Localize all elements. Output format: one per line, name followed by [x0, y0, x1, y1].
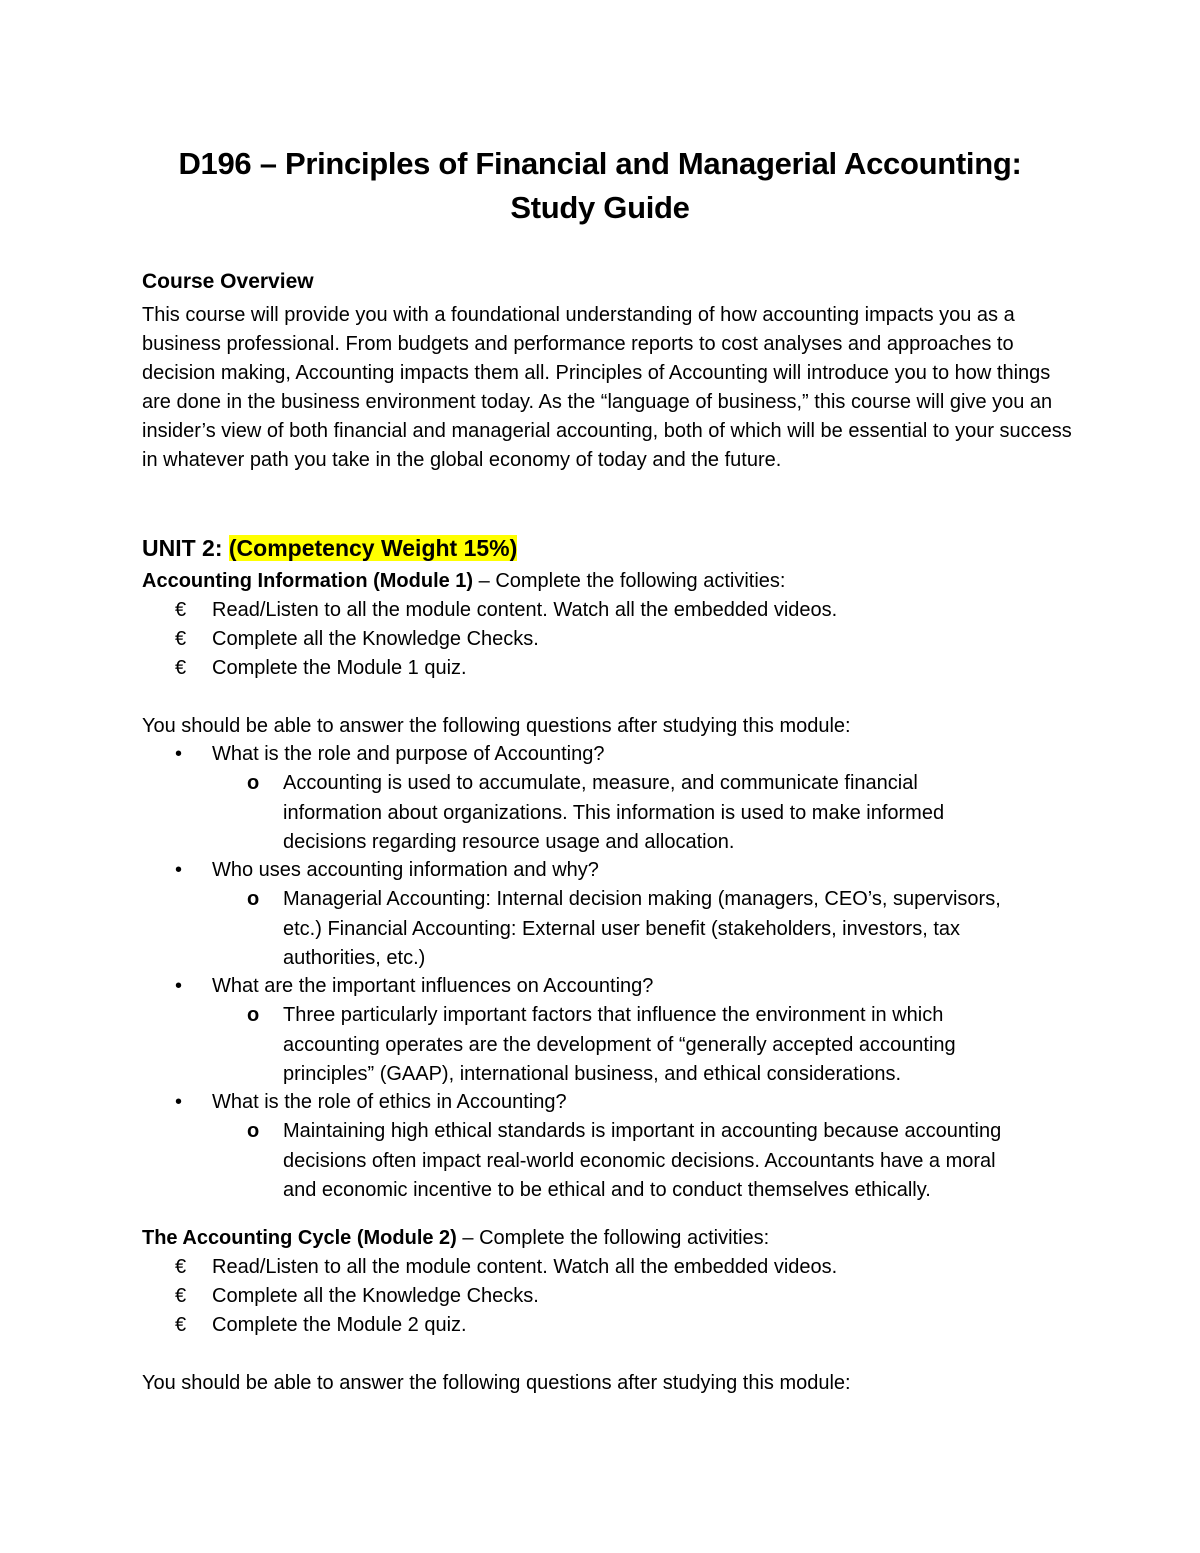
euro-bullet-icon: € — [175, 628, 187, 650]
activity-text: Complete all the Knowledge Checks. — [212, 1285, 539, 1307]
question-item — [175, 1091, 567, 1114]
activity-text: Read/Listen to all the module content. Watch all the embedded videos. — [212, 1256, 838, 1278]
course-overview-paragraph: This course will provide you with a foundational understanding of how accounting impacts you as a business professional. From budgets and performance reports to cost analyses and approaches to decision making, Accounting impacts them all. Principles of Accounting will introduce you to how things are done in the business environment today. As the “language of business,” this course will give you an insider’s view of both financial and managerial accounting, both of which will be essential to your success in whatever path you take in the global economy of today and the future. — [142, 304, 1072, 471]
module-2-name: The Accounting Cycle (Module 2) — [142, 1227, 457, 1249]
answer-item — [247, 888, 1001, 911]
circle-bullet-icon: o — [247, 888, 260, 910]
activity-text: Complete the Module 2 quiz. — [212, 1314, 467, 1336]
circle-bullet-icon: o — [247, 1120, 260, 1142]
module-2-activity — [175, 1285, 539, 1308]
answer-text: principles” (GAAP), international business, and ethical considerations. — [283, 1063, 902, 1085]
answer-text: Three particularly important factors that influence the environment in which — [283, 1004, 944, 1026]
answer-text: Maintaining high ethical standards is important in accounting because accounting — [283, 1120, 1002, 1142]
doc-title-line-1: D196 – Principles of Financial and Managerial Accounting: — [178, 146, 1022, 181]
answer-text: Managerial Accounting: Internal decision making (managers, CEO’s, supervisors, — [283, 888, 1001, 910]
question-text: Who uses accounting information and why? — [212, 859, 599, 881]
answer-text: authorities, etc.) — [283, 947, 426, 969]
answer-item — [247, 772, 918, 795]
question-item — [175, 975, 653, 998]
question-item — [175, 743, 604, 766]
module-2-activity — [175, 1256, 837, 1279]
bullet-icon: • — [175, 975, 183, 997]
euro-bullet-icon: € — [175, 1314, 187, 1336]
answer-text: accounting operates are the development of “generally accepted accounting — [283, 1034, 956, 1056]
answer-text: and economic incentive to be ethical and to conduct themselves ethically. — [283, 1179, 931, 1201]
answer-item — [247, 1120, 1001, 1143]
bullet-icon: • — [175, 1091, 183, 1113]
question-item — [175, 859, 599, 882]
answer-item — [247, 1004, 943, 1027]
module-1-activity — [175, 599, 837, 622]
answer-text: etc.) Financial Accounting: External user benefit (stakeholders, investors, tax — [283, 918, 961, 940]
euro-bullet-icon: € — [175, 1285, 187, 1307]
module-2-activity — [175, 1314, 467, 1337]
module-1-intro: – Complete the following activities: — [473, 570, 786, 592]
unit-heading — [142, 535, 517, 562]
module-1-heading — [142, 570, 785, 593]
module-1-name: Accounting Information (Module 1) — [142, 570, 474, 592]
answer-text: decisions often impact real-world economic decisions. Accountants have a moral — [283, 1150, 996, 1172]
activity-text: Complete all the Knowledge Checks. — [212, 628, 539, 650]
course-overview-heading: Course Overview — [142, 270, 314, 293]
euro-bullet-icon: € — [175, 599, 187, 621]
module-2-heading — [142, 1227, 769, 1250]
module-1-activity — [175, 628, 539, 651]
module-2-intro: – Complete the following activities: — [456, 1227, 770, 1249]
question-text: What is the role and purpose of Accounting? — [212, 743, 605, 765]
competency-weight-highlight: (Competency Weight 15%) — [228, 535, 518, 561]
question-text: What are the important influences on Accounting? — [212, 975, 654, 997]
answer-text: Accounting is used to accumulate, measure, and communicate financial — [283, 772, 918, 794]
euro-bullet-icon: € — [175, 657, 187, 679]
module-1-questions-intro: You should be able to answer the following questions after studying this module: — [142, 715, 851, 737]
answer-text: information about organizations. This information is used to make informed — [283, 802, 945, 824]
doc-title-line-2: Study Guide — [510, 190, 690, 225]
bullet-icon: • — [175, 859, 183, 881]
activity-text: Read/Listen to all the module content. Watch all the embedded videos. — [212, 599, 838, 621]
question-text: What is the role of ethics in Accounting? — [212, 1091, 567, 1113]
circle-bullet-icon: o — [247, 1004, 260, 1026]
euro-bullet-icon: € — [175, 1256, 187, 1278]
bullet-icon: • — [175, 743, 183, 765]
activity-text: Complete the Module 1 quiz. — [212, 657, 467, 679]
unit-label: UNIT 2: — [142, 535, 229, 561]
module-2-questions-intro: You should be able to answer the following questions after studying this module: — [142, 1372, 851, 1394]
circle-bullet-icon: o — [247, 772, 260, 794]
answer-text: decisions regarding resource usage and allocation. — [283, 831, 735, 853]
module-1-activity — [175, 657, 467, 680]
